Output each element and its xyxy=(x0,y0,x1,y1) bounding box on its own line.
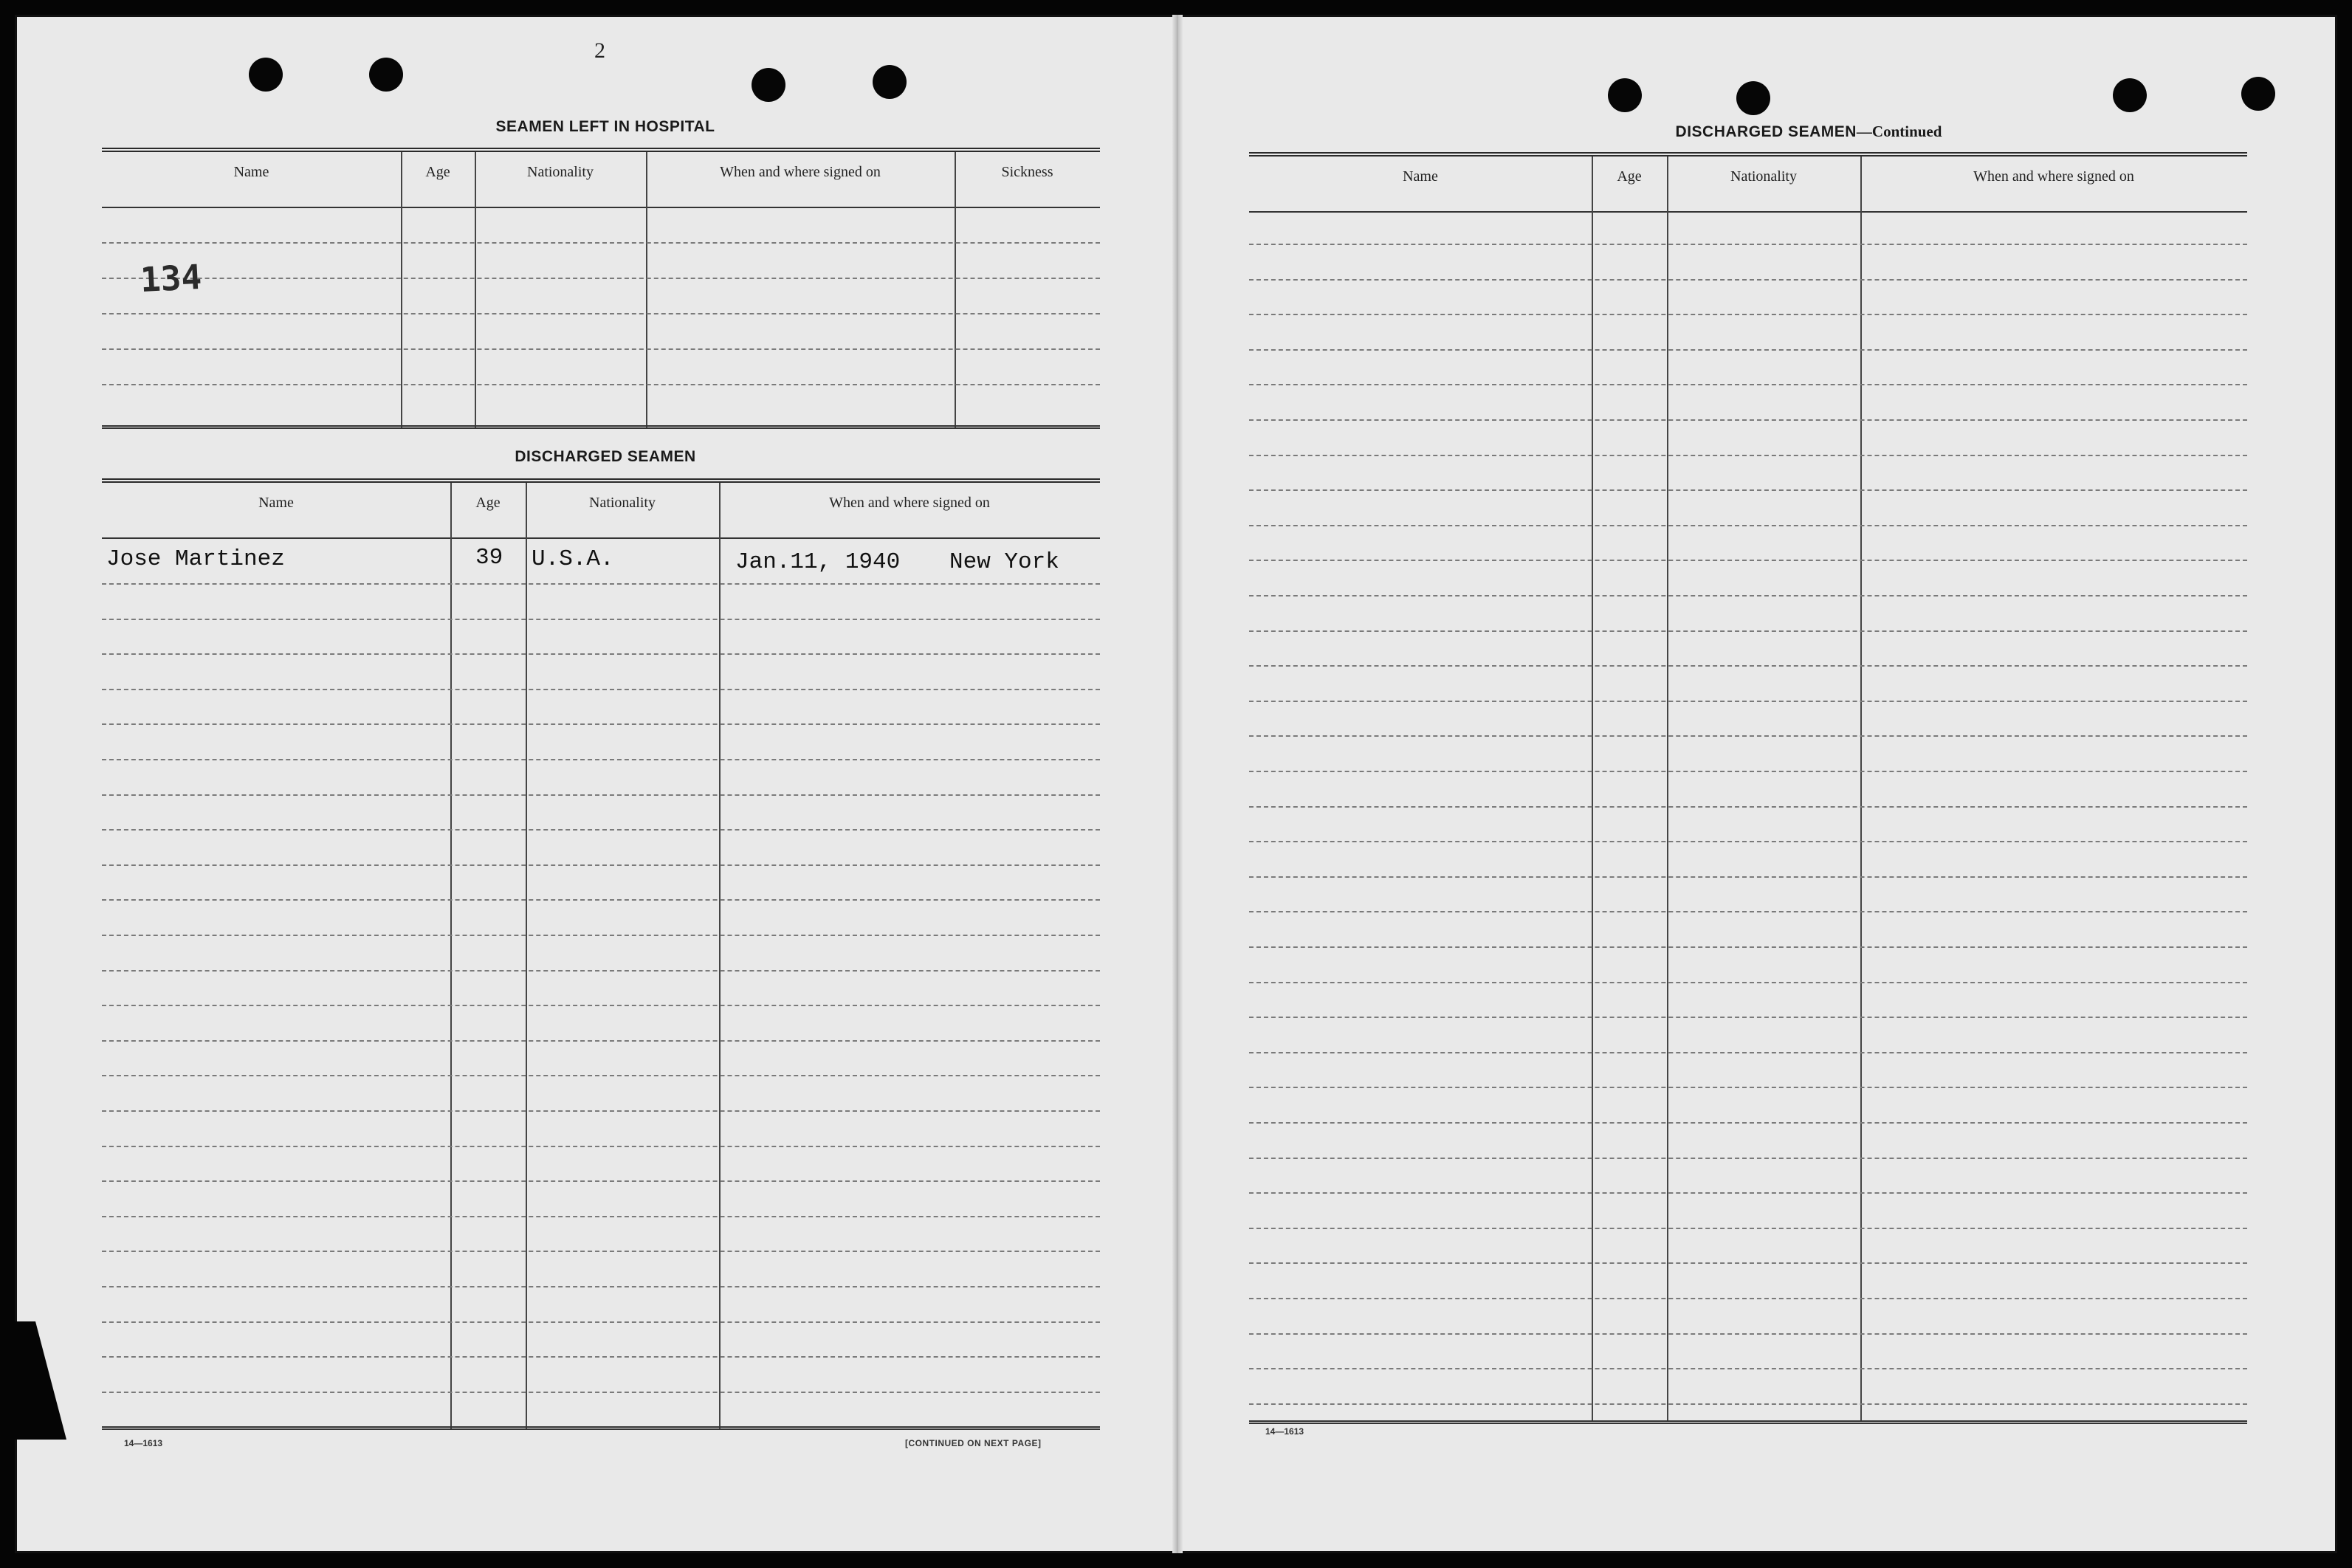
ruled-line xyxy=(1249,1262,2247,1264)
ruled-line xyxy=(102,689,1100,690)
table-bottom-rule xyxy=(1249,1420,2247,1424)
ruled-line xyxy=(102,1392,1100,1393)
punch-hole xyxy=(752,68,785,102)
ruled-line xyxy=(102,278,1100,279)
header-name: Name xyxy=(1403,168,1438,185)
ruled-line xyxy=(102,313,1100,314)
column-divider xyxy=(955,152,956,428)
ruled-line xyxy=(1249,630,2247,632)
ruled-line xyxy=(102,583,1100,585)
continued-section-title xyxy=(1550,123,2067,141)
ruled-line xyxy=(102,1356,1100,1358)
ruled-line xyxy=(102,899,1100,901)
ruled-line xyxy=(1249,911,2247,912)
ruled-line xyxy=(1249,595,2247,596)
punch-hole xyxy=(249,58,283,92)
header-sickness: Sickness xyxy=(1001,164,1053,180)
ruled-line xyxy=(1249,1122,2247,1124)
ruled-line xyxy=(1249,244,2247,245)
header-nationality: Nationality xyxy=(589,495,656,511)
header-age: Age xyxy=(1617,168,1642,185)
column-divider xyxy=(646,152,647,428)
hospital-table xyxy=(102,148,1100,433)
ruled-line xyxy=(102,829,1100,831)
signed-on-place: New York xyxy=(949,549,1059,575)
ruled-line xyxy=(102,384,1100,385)
ruled-line xyxy=(102,1075,1100,1076)
ruled-line xyxy=(1249,419,2247,421)
ruled-line xyxy=(1249,560,2247,561)
ruled-line xyxy=(1249,1403,2247,1405)
ruled-line xyxy=(102,1251,1100,1252)
continued-table-header xyxy=(1249,157,2247,213)
ruled-line xyxy=(102,759,1100,760)
discharged-table-header xyxy=(102,483,1100,539)
page-fold xyxy=(1172,15,1183,1553)
ruled-line xyxy=(102,1286,1100,1287)
ruled-line xyxy=(1249,946,2247,948)
header-name: Name xyxy=(258,495,294,511)
header-age: Age xyxy=(425,164,450,180)
ruled-line xyxy=(1249,489,2247,491)
continued-title-main: DISCHARGED SEAMEN xyxy=(1675,123,1857,140)
column-divider xyxy=(1592,157,1593,1422)
ruled-line xyxy=(1249,876,2247,878)
ruled-line xyxy=(102,935,1100,936)
ruled-line xyxy=(1249,1192,2247,1194)
discharged-table xyxy=(102,478,1100,1435)
ruled-line xyxy=(102,1146,1100,1147)
punch-hole xyxy=(2113,78,2147,112)
ruled-line xyxy=(102,619,1100,620)
column-divider xyxy=(1667,157,1668,1422)
punch-hole xyxy=(2241,77,2275,111)
seaman-name: Jose Martinez xyxy=(106,546,285,572)
header-name: Name xyxy=(233,164,269,180)
ruled-line xyxy=(102,1180,1100,1182)
ruled-line xyxy=(1249,735,2247,737)
punch-hole xyxy=(1736,81,1770,115)
ruled-line xyxy=(1249,314,2247,315)
ruled-line xyxy=(102,1321,1100,1323)
punch-hole xyxy=(369,58,403,92)
header-age: Age xyxy=(475,495,501,511)
ruled-line xyxy=(102,1110,1100,1112)
ruled-line xyxy=(1249,841,2247,842)
ruled-line xyxy=(1249,1333,2247,1335)
ruled-line xyxy=(1249,806,2247,808)
page-number: 2 xyxy=(594,38,605,63)
ruled-line xyxy=(102,864,1100,866)
ruled-line xyxy=(1249,1017,2247,1018)
continued-title-suffix: —Continued xyxy=(1856,123,1942,140)
continued-note: [CONTINUED ON NEXT PAGE] xyxy=(905,1438,1042,1448)
punch-hole xyxy=(873,65,907,99)
header-signed-on: When and where signed on xyxy=(720,164,881,180)
number-stamp: 134 xyxy=(139,256,203,300)
ruled-line xyxy=(102,653,1100,655)
ruled-line xyxy=(1249,455,2247,456)
ruled-line xyxy=(1249,525,2247,526)
ruled-line xyxy=(1249,1158,2247,1159)
ruled-line xyxy=(1249,384,2247,385)
punch-hole xyxy=(1608,78,1642,112)
ruled-line xyxy=(1249,349,2247,351)
table-bottom-rule xyxy=(102,425,1100,429)
ruled-line xyxy=(102,348,1100,350)
table-bottom-rule xyxy=(102,1426,1100,1430)
hospital-section-title: SEAMEN LEFT IN HOSPITAL xyxy=(495,118,715,135)
ruled-line xyxy=(102,723,1100,725)
seaman-age: 39 xyxy=(475,545,503,571)
ruled-line xyxy=(1249,1087,2247,1088)
ruled-line xyxy=(102,242,1100,244)
column-divider xyxy=(1860,157,1862,1422)
ruled-line xyxy=(1249,279,2247,281)
column-divider xyxy=(475,152,476,428)
ruled-line xyxy=(1249,771,2247,772)
discharged-section-title: DISCHARGED SEAMEN xyxy=(515,448,696,465)
ruled-line xyxy=(1249,1368,2247,1369)
header-nationality: Nationality xyxy=(527,164,594,180)
seaman-nationality: U.S.A. xyxy=(532,546,614,572)
ruled-line xyxy=(1249,1228,2247,1229)
form-code-right: 14—1613 xyxy=(1265,1426,1304,1437)
ruled-line xyxy=(102,970,1100,972)
hospital-table-header xyxy=(102,152,1100,208)
signed-on-date: Jan.11, 1940 xyxy=(735,549,901,575)
ruled-line xyxy=(1249,982,2247,983)
ruled-line xyxy=(1249,701,2247,702)
ruled-line xyxy=(1249,665,2247,667)
header-signed-on: When and where signed on xyxy=(829,495,990,511)
header-nationality: Nationality xyxy=(1730,168,1797,185)
header-signed-on: When and where signed on xyxy=(1973,168,2134,185)
continued-table xyxy=(1249,152,2247,1426)
ruled-line xyxy=(102,1005,1100,1006)
ruled-line xyxy=(102,794,1100,796)
ruled-line xyxy=(1249,1052,2247,1053)
ruled-line xyxy=(102,1216,1100,1217)
ruled-line xyxy=(1249,1298,2247,1299)
column-divider xyxy=(401,152,402,428)
form-code-left: 14—1613 xyxy=(124,1438,163,1448)
ruled-line xyxy=(102,1040,1100,1042)
